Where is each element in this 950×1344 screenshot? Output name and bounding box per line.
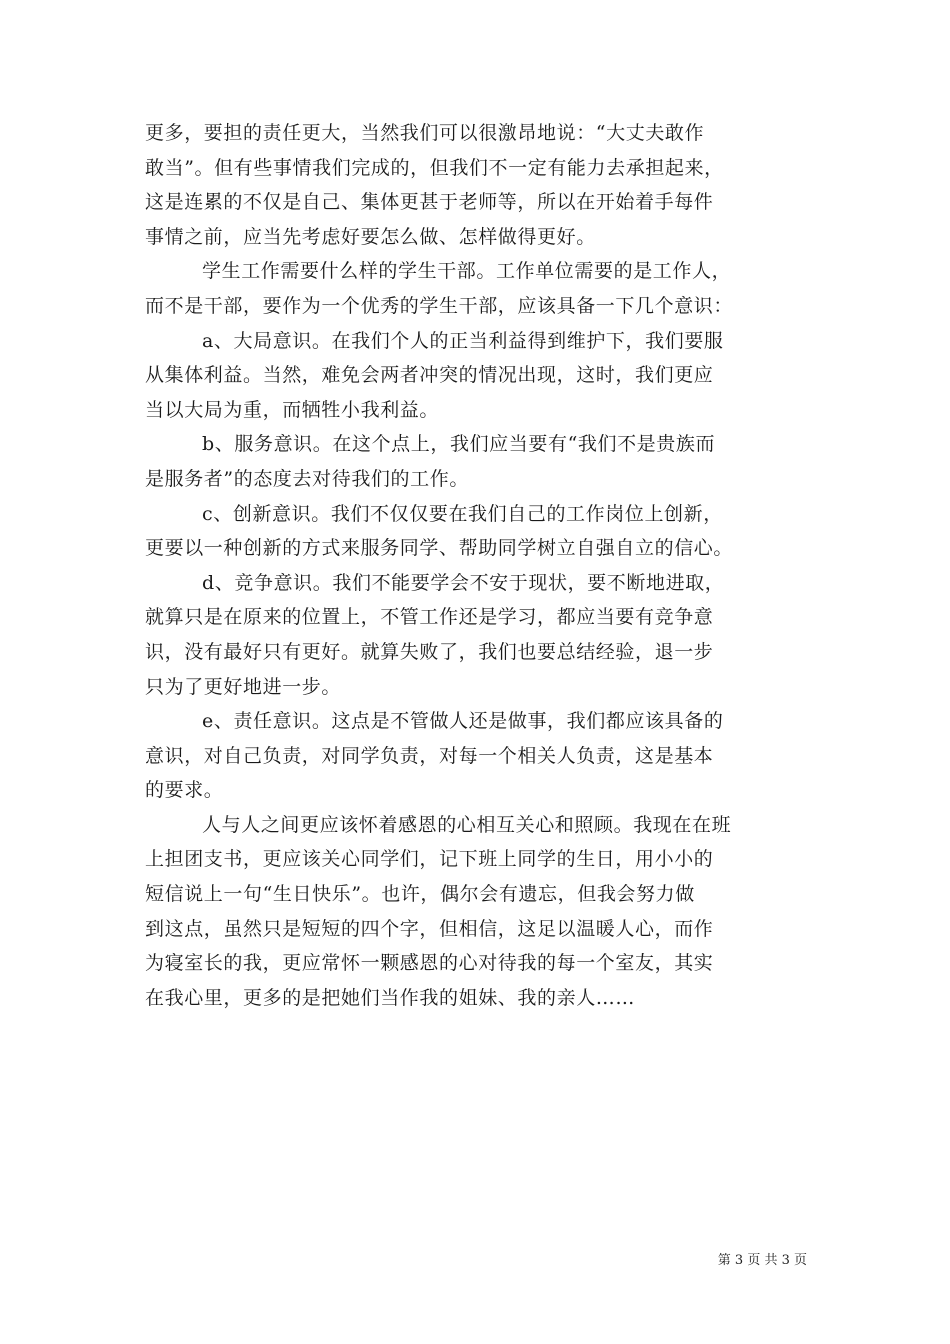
text-line: 识，没有最好只有更好。就算失败了，我们也要总结经验，退一步 bbox=[145, 640, 714, 663]
text-line: 上担团支书，更应该关心同学们，记下班上同学的生日，用小小的 bbox=[145, 848, 714, 871]
text-line: 到这点，虽然只是短短的四个字，但相信，这足以温暖人心，而作 bbox=[145, 917, 714, 940]
paragraph bbox=[145, 254, 815, 323]
paragraph bbox=[145, 566, 815, 704]
text-line: 是服务者”的态度去对待我们的工作。 bbox=[145, 467, 469, 490]
text-line: c、创新意识。我们不仅仅要在我们自己的工作岗位上创新， bbox=[202, 502, 723, 525]
text-line: 这是连累的不仅是自己、集体更甚于老师等，所以在开始着手每件 bbox=[145, 191, 714, 214]
text-line: 敢当”。但有些事情我们完成的，但我们不一定有能力去承担起来， bbox=[145, 156, 724, 179]
paragraph bbox=[145, 704, 815, 808]
paragraph bbox=[145, 497, 815, 566]
text-line: 的要求。 bbox=[145, 779, 224, 802]
text-line: 更多，要担的责任更大，当然我们可以很激昂地说：“大丈夫敢作 bbox=[145, 122, 705, 144]
text-line: 事情之前，应当先考虑好要怎么做、怎样做得更好。 bbox=[145, 225, 596, 248]
page-number: 第 3 页 共 3 页 bbox=[717, 1253, 807, 1268]
text-line: 在我心里，更多的是把她们当作我的姐妹、我的亲人…… bbox=[145, 986, 636, 1009]
text-line: 就算只是在原来的位置上，不管工作还是学习，都应当要有竞争意 bbox=[145, 606, 714, 629]
paragraph bbox=[145, 808, 815, 1016]
text-line: b、服务意识。在这个点上，我们应当要有“我们不是贵族而 bbox=[202, 433, 716, 456]
text-line: 更要以一种创新的方式来服务同学、帮助同学树立自强自立的信心。 bbox=[145, 537, 734, 560]
text-line: d、竞争意识。我们不能要学会不安于现状，要不断地进取， bbox=[202, 571, 725, 594]
text-line: 为寝室长的我，更应常怀一颗感恩的心对待我的每一个室友，其实 bbox=[145, 952, 714, 975]
text-line: 意识，对自己负责，对同学负责，对每一个相关人负责，这是基本 bbox=[145, 744, 714, 767]
text-line: a、大局意识。在我们个人的正当利益得到维护下，我们要服 bbox=[202, 329, 724, 352]
text-line: 短信说上一句“生日快乐”。也许，偶尔会有遗忘，但我会努力做 bbox=[145, 883, 695, 906]
paragraph bbox=[145, 427, 815, 496]
text-line: 当以大局为重，而牺牲小我利益。 bbox=[145, 398, 440, 421]
paragraph bbox=[145, 116, 815, 254]
paragraph bbox=[145, 324, 815, 428]
text-line: 只为了更好地进一步。 bbox=[145, 675, 342, 698]
text-line: e、责任意识。这点是不管做人还是做事，我们都应该具备的 bbox=[202, 710, 724, 733]
text-line: 从集体利益。当然，难免会两者冲突的情况出现，这时，我们更应 bbox=[145, 364, 714, 387]
text-line: 学生工作需要什么样的学生干部。工作单位需要的是工作人， bbox=[202, 260, 732, 283]
text-line: 人与人之间更应该怀着感恩的心相互关心和照顾。我现在在班 bbox=[202, 813, 732, 836]
text-line: 而不是干部，要作为一个优秀的学生干部，应该具备一下几个意识： bbox=[145, 294, 734, 317]
body-text bbox=[145, 116, 815, 1015]
